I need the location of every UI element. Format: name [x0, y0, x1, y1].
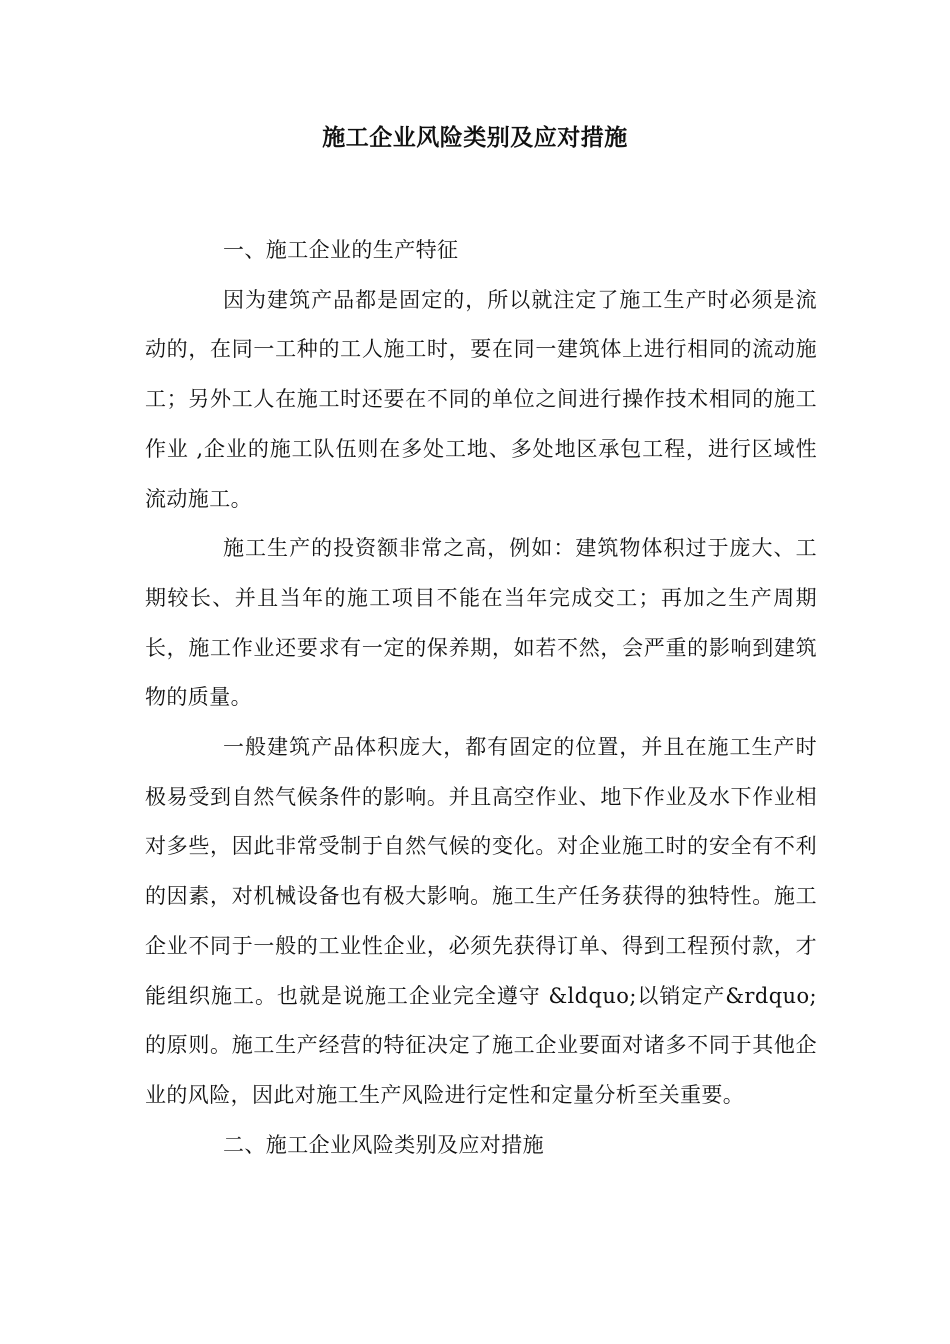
- document-body: [145, 226, 817, 1170]
- section-heading-2: 二、施工企业风险类别及应对措施: [223, 1132, 544, 1157]
- section-heading-1: 一、施工企业的生产特征: [223, 238, 459, 262]
- body-paragraph-2: 施工生产的投资额非常之高，例如：建筑物体积过于庞大、工期较长、并且当年的施工项目不能在当年完成交工；再加之生产周期长，施工作业还要求有一定的保养期，如若不然，会严重的影响到建筑物的质量。: [145, 536, 817, 710]
- document-title: 施工企业风险类别及应对措施: [322, 124, 628, 151]
- body-paragraph-3: 一般建筑产品体积庞大，都有固定的位置，并且在施工生产时极易受到自然气候条件的影响。并且高空作业、地下作业及水下作业相对多些，因此非常受制于自然气候的变化。对企业施工时的安全有不利的因素，对机械设备也有极大影响。施工生产任务获得的独特性。施工企业不同于一般的工业性企业，必须先获得订单、得到工程预付款，才能组织施工。也就是说施工企业完全遵守 &ldquo;以销定产&rdquo;的原则。施工生产经营的特征决定了施工企业要面对诸多不同于其他企业的风险，因此对施工生产风险进行定性和定量分析至关重要。: [145, 735, 817, 1107]
- body-paragraph-1: 因为建筑产品都是固定的，所以就注定了施工生产时必须是流动的，在同一工种的工人施工时，要在同一建筑体上进行相同的流动施工；另外工人在施工时还要在不同的单位之间进行操作技术相同的施工作业 ,企业的施工队伍则在多处工地、多处地区承包工程，进行区域性流动施工。: [145, 287, 817, 511]
